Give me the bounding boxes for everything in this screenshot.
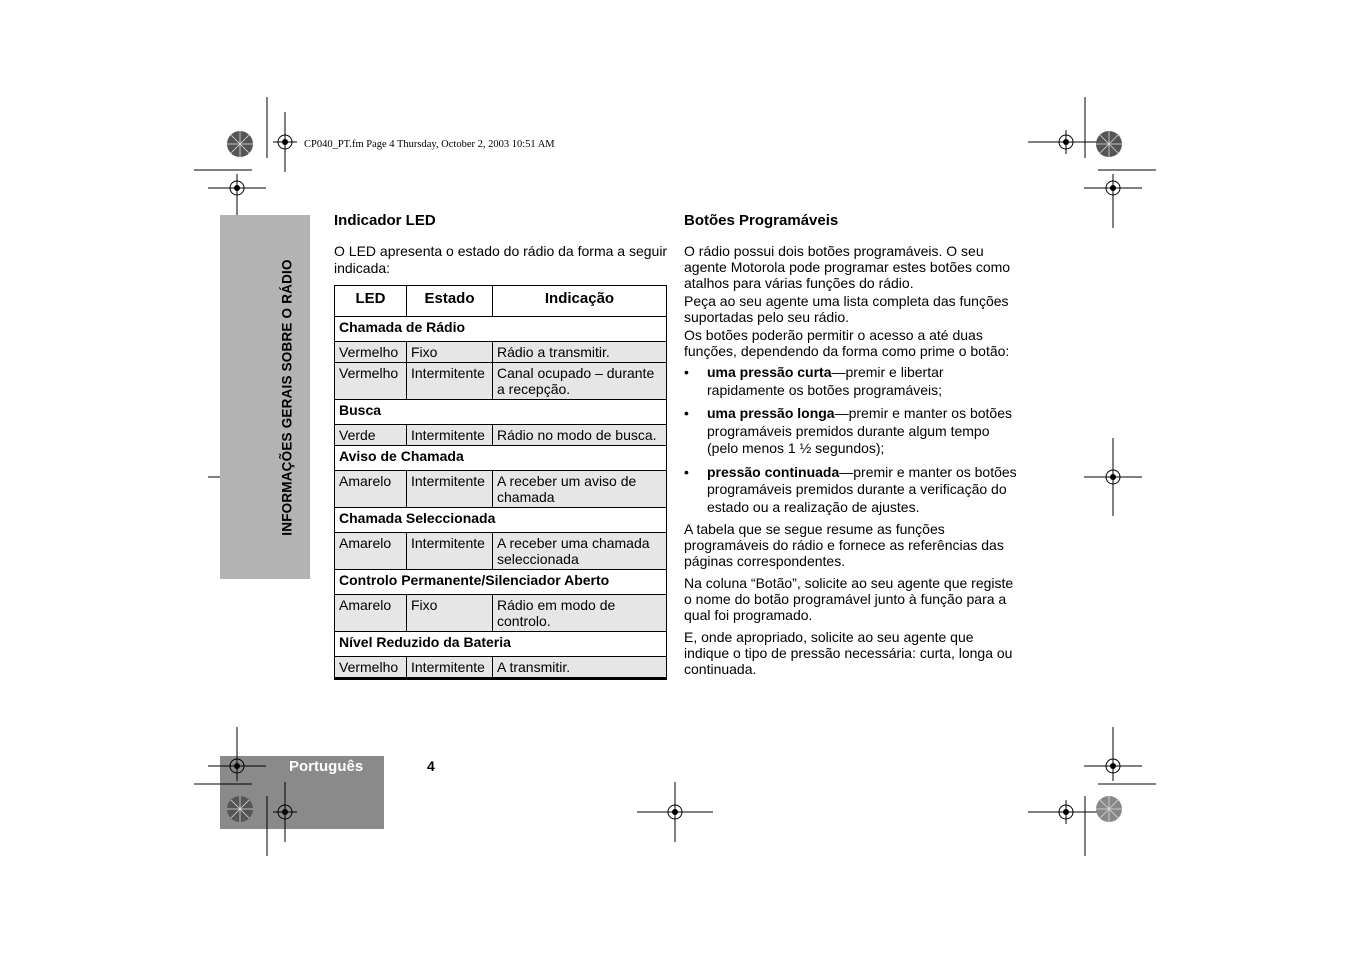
section-title: Busca	[335, 400, 667, 425]
cell-estado: Intermitente	[407, 471, 493, 508]
table-section-row	[335, 400, 667, 425]
col-header-estado: Estado	[407, 286, 493, 317]
section-title: Nível Reduzido da Bateria	[335, 632, 667, 657]
bullet-text: —premir e libertar rapidamente os botões programáveis;	[707, 364, 944, 398]
section-title: Controlo Permanente/Silenciador Aberto	[335, 570, 667, 595]
cell-led: Amarelo	[335, 471, 407, 508]
section-title: Aviso de Chamada	[335, 446, 667, 471]
table-section-row	[335, 632, 667, 657]
cell-estado: Intermitente	[407, 363, 493, 400]
page-number: 4	[427, 758, 435, 774]
cell-indicacao: Rádio a transmitir.	[493, 342, 667, 363]
table-row	[335, 425, 667, 446]
cell-indicacao: A transmitir.	[493, 657, 667, 679]
cell-led: Amarelo	[335, 595, 407, 632]
cell-estado: Intermitente	[407, 425, 493, 446]
cell-estado: Fixo	[407, 342, 493, 363]
buttons-title: Botões Programáveis	[684, 212, 839, 229]
led-section	[334, 212, 668, 680]
table-row	[335, 533, 667, 570]
footer-language: Português	[289, 758, 364, 775]
cell-led: Vermelho	[335, 363, 407, 400]
bullet-text: —premir e manter os botões programáveis premidos durante a verificação do estado ou a realização de ajustes.	[707, 463, 1017, 515]
table-row	[335, 471, 667, 508]
buttons-section	[684, 212, 1020, 677]
bullet-text: —premir e manter os botões programáveis premidos durante algum tempo (pelo menos 1 ½ segundos);	[707, 405, 1012, 456]
table-section-row	[335, 317, 667, 342]
paragraph: Na coluna “Botão”, solicite ao seu agente que registe o nome do botão programável junto à função para a qual foi programado.	[684, 575, 1014, 623]
paragraph: E, onde apropriado, solicite ao seu agente que indique o tipo de pressão necessária: curta, longa ou continuada.	[684, 629, 1013, 677]
paragraph: Os botões poderão permitir o acesso a até duas funções, dependendo da forma como prime o botão:	[684, 327, 1010, 359]
table-section-row	[335, 446, 667, 471]
col-header-led: LED	[335, 286, 407, 317]
paragraph: Peça ao seu agente uma lista completa das funções suportadas pelo seu rádio.	[684, 293, 1009, 325]
table-section-row	[335, 570, 667, 595]
table-row	[335, 342, 667, 363]
cell-indicacao: A receber uma chamada seleccionada	[493, 533, 667, 570]
side-tab-label: INFORMAÇÕES GERAIS SOBRE O RÁDIO	[279, 258, 295, 536]
bullet-list	[684, 364, 1020, 516]
cell-led: Amarelo	[335, 533, 407, 570]
led-title: Indicador LED	[334, 212, 436, 229]
bullet-term: uma pressão curta	[707, 364, 832, 380]
section-title: Chamada Seleccionada	[335, 508, 667, 533]
list-item: • pressão continuada—premir e manter os botões programáveis premidos durante a verificação do estado ou a realização de ajustes.	[684, 463, 1017, 515]
cell-led: Verde	[335, 425, 407, 446]
file-info-header: CP040_PT.fm Page 4 Thursday, October 2, 2003 10:51 AM	[304, 139, 555, 150]
cell-indicacao: Rádio em modo de controlo.	[493, 595, 667, 632]
section-title: Chamada de Rádio	[335, 317, 667, 342]
table-section-row	[335, 508, 667, 533]
led-intro: O LED apresenta o estado do rádio da forma a seguir indicada:	[334, 243, 668, 276]
led-table	[334, 285, 667, 680]
cell-indicacao: A receber um aviso de chamada	[493, 471, 667, 508]
cell-led: Vermelho	[335, 657, 407, 679]
bullet-term: uma pressão longa	[707, 405, 835, 421]
col-header-indicacao: Indicação	[493, 286, 667, 317]
table-row	[335, 657, 667, 679]
list-item: • uma pressão longa—premir e manter os botões programáveis premidos durante algum tempo (pelo menos 1 ½ segundos);	[684, 405, 1012, 456]
cell-indicacao: Canal ocupado – durante a recepção.	[493, 363, 667, 400]
cell-estado: Fixo	[407, 595, 493, 632]
cell-estado: Intermitente	[407, 657, 493, 679]
cell-indicacao: Rádio no modo de busca.	[493, 425, 667, 446]
list-item: • uma pressão curta—premir e libertar rapidamente os botões programáveis;	[684, 364, 944, 398]
table-row	[335, 595, 667, 632]
cell-estado: Intermitente	[407, 533, 493, 570]
cell-led: Vermelho	[335, 342, 407, 363]
bullet-term: pressão continuada	[707, 463, 840, 480]
paragraph: A tabela que se segue resume as funções programáveis do rádio e fornece as referências das páginas correspondentes.	[684, 521, 1004, 569]
table-row	[335, 363, 667, 400]
table-header-row	[335, 286, 667, 317]
paragraph: O rádio possui dois botões programáveis. O seu agente Motorola pode programar estes botões como atalhos para várias funções do rádio.	[684, 243, 1011, 291]
